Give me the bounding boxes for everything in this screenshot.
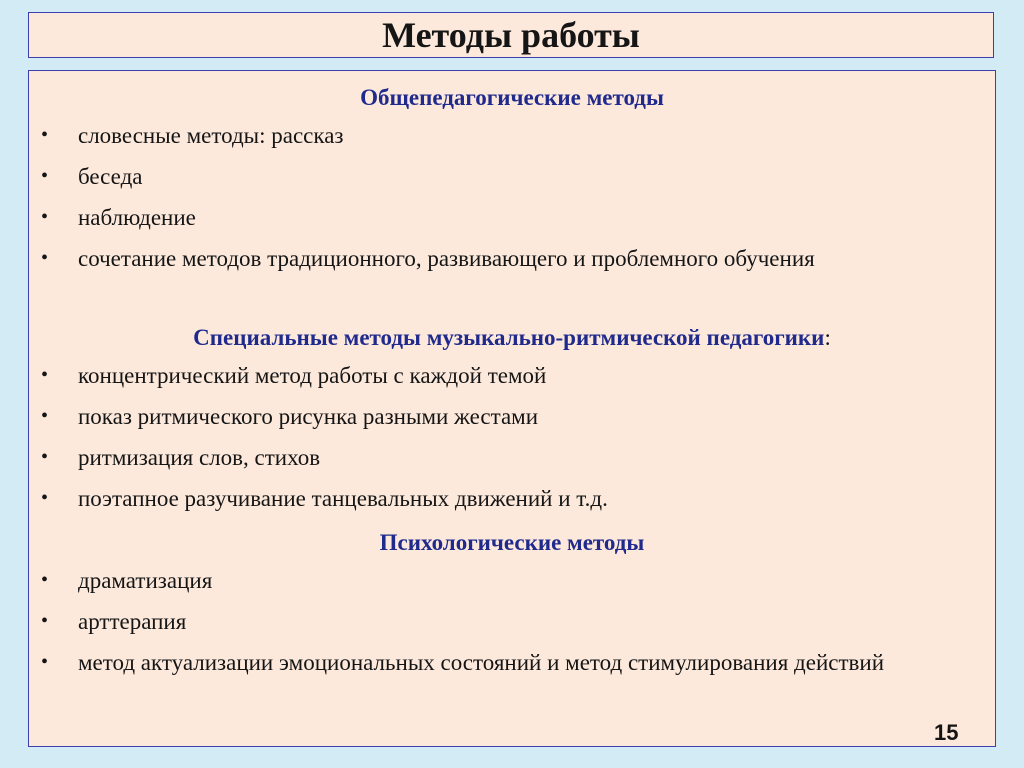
- list-special: [39, 358, 985, 522]
- section-heading-special-text: Специальные методы музыкально-ритмической педагогики: [193, 325, 825, 350]
- bullet-icon: •: [41, 569, 49, 591]
- page-number: 15: [934, 720, 959, 745]
- section-heading-special: [39, 317, 985, 358]
- bullet-icon: •: [41, 446, 49, 468]
- list-item-text: сочетание методов традиционного, развивающего и проблемного обучения: [78, 246, 815, 271]
- section-heading-psych: [39, 522, 985, 563]
- list-item: [39, 159, 985, 200]
- list-item-text: словесные методы: рассказ: [78, 123, 344, 148]
- slide-title: Методы работы: [382, 15, 640, 55]
- bullet-icon: •: [41, 405, 49, 427]
- list-item: [39, 645, 985, 721]
- list-item: [39, 241, 985, 317]
- list-item: [39, 481, 985, 522]
- list-item: [39, 440, 985, 481]
- list-psych: [39, 563, 985, 721]
- title-box: [28, 12, 994, 58]
- list-item: [39, 118, 985, 159]
- list-item-text: концентрический метод работы с каждой темой: [78, 363, 547, 388]
- bullet-icon: •: [41, 124, 49, 146]
- list-item-text: драматизация: [78, 568, 213, 593]
- list-item-text: поэтапное разучивание танцевальных движений и т.д.: [78, 486, 608, 511]
- section-heading-general: [39, 77, 985, 118]
- list-item: [39, 604, 985, 645]
- list-item-text: наблюдение: [78, 205, 196, 230]
- section-heading-general-text: Общепедагогические методы: [360, 85, 664, 110]
- list-general: [39, 118, 985, 317]
- list-item-text: арттерапия: [78, 609, 187, 634]
- list-item: [39, 200, 985, 241]
- bullet-icon: •: [41, 206, 49, 228]
- list-item: [39, 358, 985, 399]
- list-item: [39, 563, 985, 604]
- list-item-text: беседа: [78, 164, 143, 189]
- section-heading-special-colon: :: [824, 325, 831, 350]
- bullet-icon: •: [41, 610, 49, 632]
- bullet-icon: •: [41, 487, 49, 509]
- list-item-text: ритмизация слов, стихов: [78, 445, 321, 470]
- section-heading-psych-text: Психологические методы: [379, 530, 645, 555]
- list-item-text: показ ритмического рисунка разными жестами: [78, 404, 539, 429]
- bullet-icon: •: [41, 247, 49, 269]
- bullet-icon: •: [41, 165, 49, 187]
- list-item: [39, 399, 985, 440]
- list-item-text: метод актуализации эмоциональных состояний и метод стимулирования действий: [78, 650, 885, 675]
- bullet-icon: •: [41, 364, 49, 386]
- bullet-icon: •: [41, 651, 49, 673]
- content-box: [28, 70, 996, 747]
